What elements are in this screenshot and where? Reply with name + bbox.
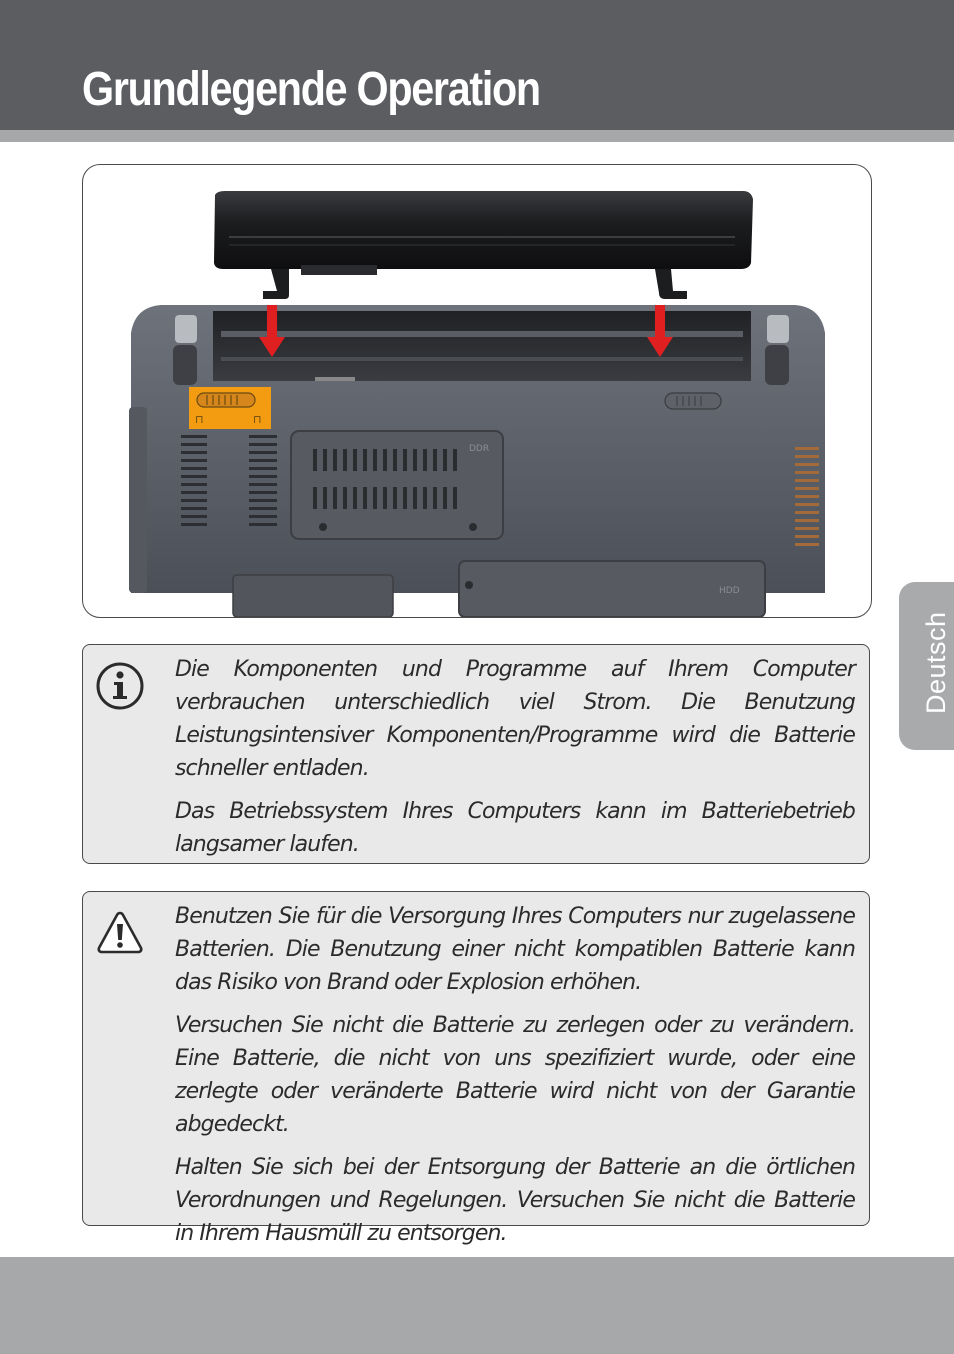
page-footer-band — [0, 1257, 954, 1354]
language-tab-label: Deutsch — [921, 611, 951, 714]
battery-pack — [214, 191, 753, 269]
ram-door-label: DDR — [469, 444, 490, 454]
release-switch — [665, 393, 721, 409]
svg-text:⊓: ⊓ — [253, 413, 262, 426]
warning-paragraph: Benutzen Sie für die Versorgung Ihres Computers nur zugelassene Batterien. Die Benutzung einer nicht kompatiblen Batterie kann das Risiko von Brand oder Explosion erhöhen. — [175, 904, 855, 995]
warning-paragraph: Versuchen Sie nicht die Batterie zu zerlegen oder zu verändern. Eine Batterie, die nicht von uns spezifiziert wurde, oder eine zerlegte oder veränderte Batterie wird nicht von der Garantie abgedeckt. — [175, 1013, 855, 1137]
language-tab — [899, 582, 954, 750]
battery-tab-left — [263, 269, 289, 299]
battery-tab-right — [655, 269, 687, 299]
warning-note-text — [175, 900, 855, 1260]
hinge-left — [175, 315, 197, 343]
lock-switch — [197, 393, 255, 407]
hinge-right — [767, 315, 789, 343]
info-icon — [95, 661, 145, 711]
svg-text:⊓: ⊓ — [195, 413, 204, 426]
battery-bay — [213, 311, 751, 381]
page-title: Grundlegende Operation — [82, 63, 540, 116]
warning-icon — [95, 908, 145, 958]
battery-installation-photo — [83, 165, 871, 617]
info-note — [82, 644, 870, 864]
info-note-text — [175, 653, 855, 871]
warning-note — [82, 891, 870, 1246]
battery-illustration-frame — [82, 164, 872, 618]
hdd-door-label: HDD — [719, 586, 740, 596]
page-header — [0, 0, 954, 130]
warning-paragraph: Halten Sie sich bei der Entsorgung der Batterie an die örtlichen Verordnungen und Regelungen. Versuchen Sie nicht die Batterie in Ihrem Hausmüll zu entsorgen. — [175, 1155, 855, 1246]
side-edge — [129, 407, 147, 593]
header-strip — [0, 130, 954, 142]
info-paragraph: Das Betriebssystem Ihres Computers kann im Batteriebetrieb langsamer laufen. — [175, 799, 855, 857]
info-paragraph: Die Komponenten und Programme auf Ihrem Computer verbrauchen unterschiedlich viel Strom. Die Benutzung Leistungsintensiver Komponenten/Programme wird die Batterie schneller entladen. — [175, 657, 855, 781]
